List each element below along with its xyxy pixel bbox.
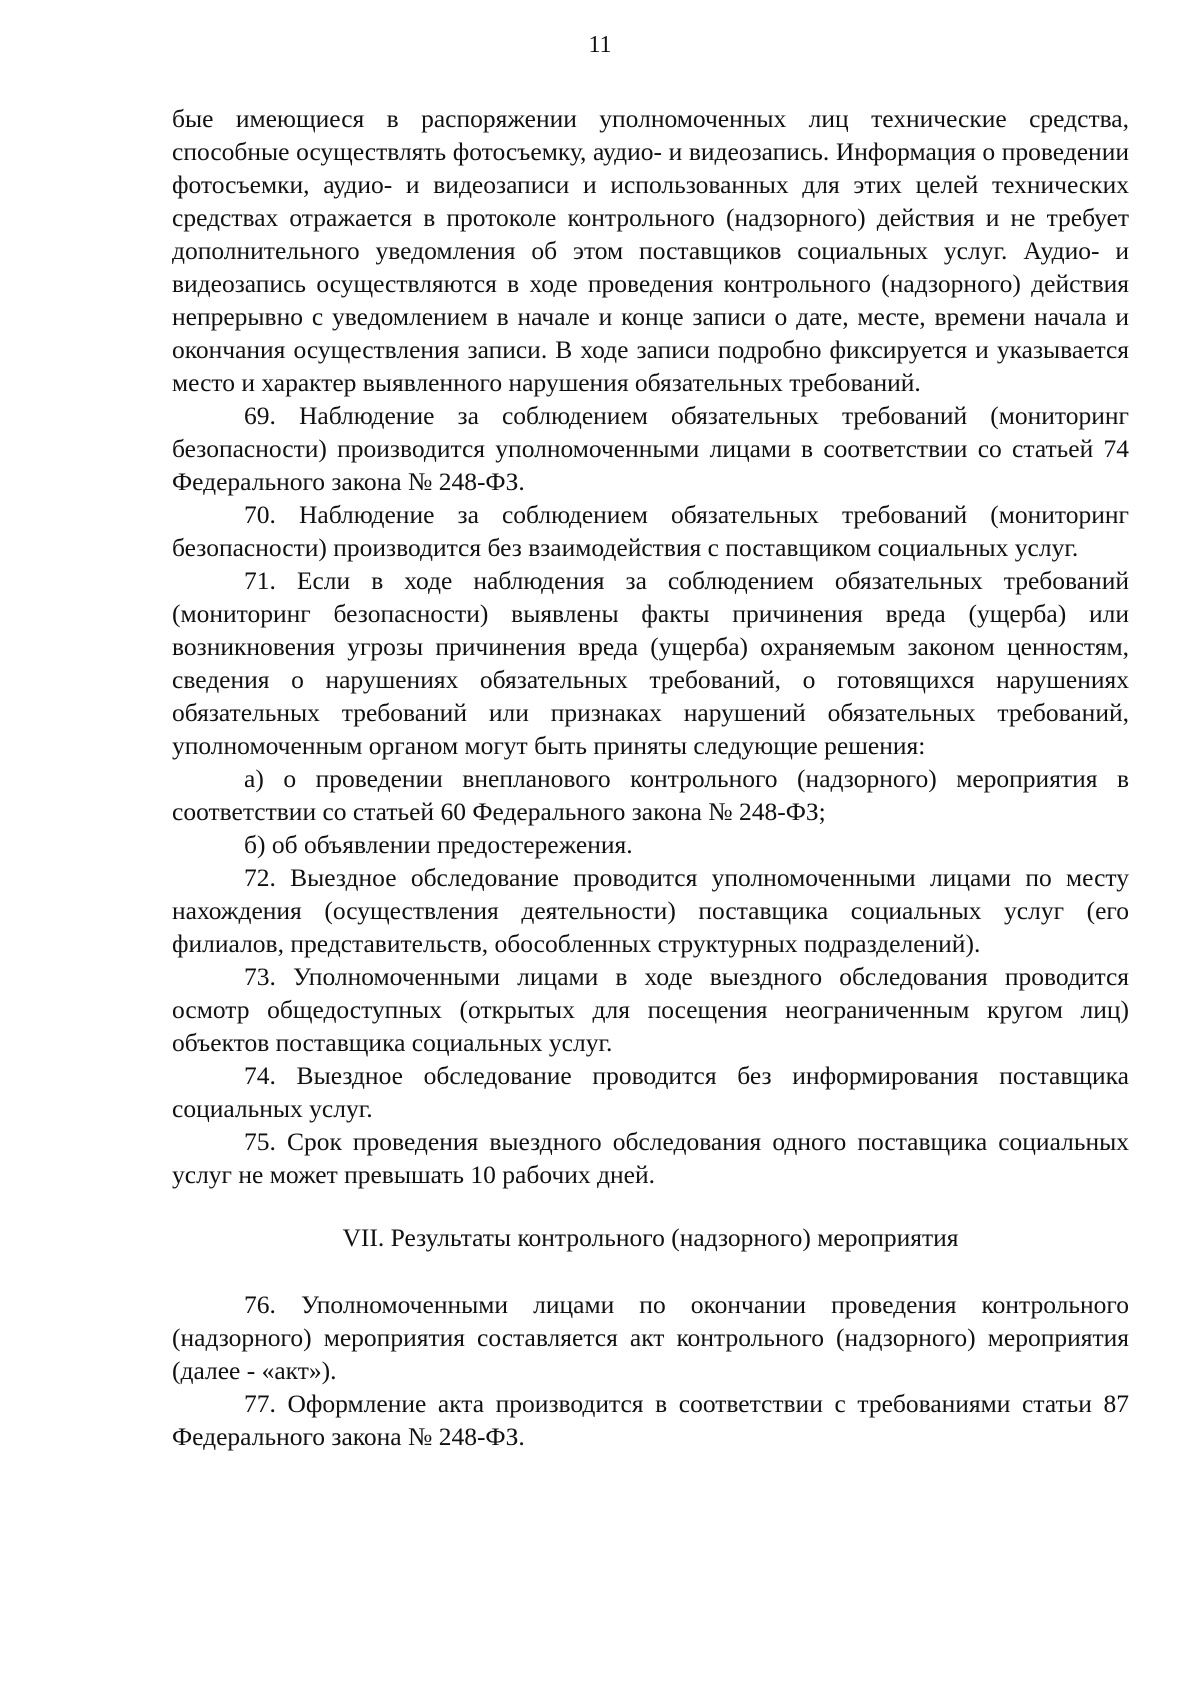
paragraph-72: 72. Выездное обследование проводится уполномоченными лицами по месту нахождения (осуществления деятельности) поставщика социальных услуг (его филиалов, представительств, обособленных структурных подразделений). [172, 863, 1129, 958]
page-number: 11 [588, 32, 612, 58]
paragraph-73: 73. Уполномоченными лицами в ходе выездного обследования проводится осмотр общедоступных (открытых для посещения неограниченным кругом лиц) объектов поставщика социальных услуг. [172, 962, 1129, 1057]
paragraph-76: 76. Уполномоченными лицами по окончании проведения контрольного (надзорного) мероприятия составляется акт контрольного (надзорного) мероприятия (далее - «акт»). [172, 1290, 1129, 1385]
paragraph-70: 70. Наблюдение за соблюдением обязательных требований (мониторинг безопасности) производится без взаимодействия с поставщиком социальных услуг. [172, 500, 1129, 562]
document-body [172, 102, 1129, 1453]
paragraph-71: 71. Если в ходе наблюдения за соблюдением обязательных требований (мониторинг безопасности) выявлены факты причинения вреда (ущерба) или возникновения угрозы причинения вреда (ущерба) охраняемым законом ценностям, сведения о нарушениях обязательных требований, о готовящихся нарушениях обязательных требований или признаках нарушений обязательных требований, уполномоченным органом могут быть приняты следующие решения: [172, 566, 1129, 760]
paragraph-74: 74. Выездное обследование проводится без информирования поставщика социальных услуг. [172, 1061, 1129, 1123]
paragraph-69: 69. Наблюдение за соблюдением обязательных требований (мониторинг безопасности) производится уполномоченными лицами в соответствии со статьей 74 Федерального закона № 248-ФЗ. [172, 401, 1129, 496]
section-heading: VII. Результаты контрольного (надзорного) мероприятия [342, 1223, 959, 1252]
paragraph-71-item-b: б) об объявлении предостережения. [244, 830, 633, 859]
paragraph-continuation: бые имеющиеся в распоряжении уполномоченных лиц технические средства, способные осуществлять фотосъемку, аудио- и видеозапись. Информация о проведении фотосъемки, аудио- и видеозаписи и использованных для этих целей технических средствах отражается в протоколе контрольного (надзорного) действия и не требует дополнительного уведомления об этом поставщиков социальных услуг. Аудио- и видеозапись осуществляются в ходе проведения контрольного (надзорного) действия непрерывно с уведомлением в начале и конце записи о дате, месте, времени начала и окончания осуществления записи. В ходе записи подробно фиксируется и указывается место и характер выявленного нарушения обязательных требований. [172, 104, 1129, 397]
paragraph-75: 75. Срок проведения выездного обследования одного поставщика социальных услуг не может превышать 10 рабочих дней. [172, 1127, 1129, 1189]
paragraph-77: 77. Оформление акта производится в соответствии с требованиями статьи 87 Федерального закона № 248-ФЗ. [172, 1389, 1129, 1451]
paragraph-71-item-a: а) о проведении внепланового контрольного (надзорного) мероприятия в соответствии со статьей 60 Федерального закона № 248-ФЗ; [172, 764, 1129, 826]
